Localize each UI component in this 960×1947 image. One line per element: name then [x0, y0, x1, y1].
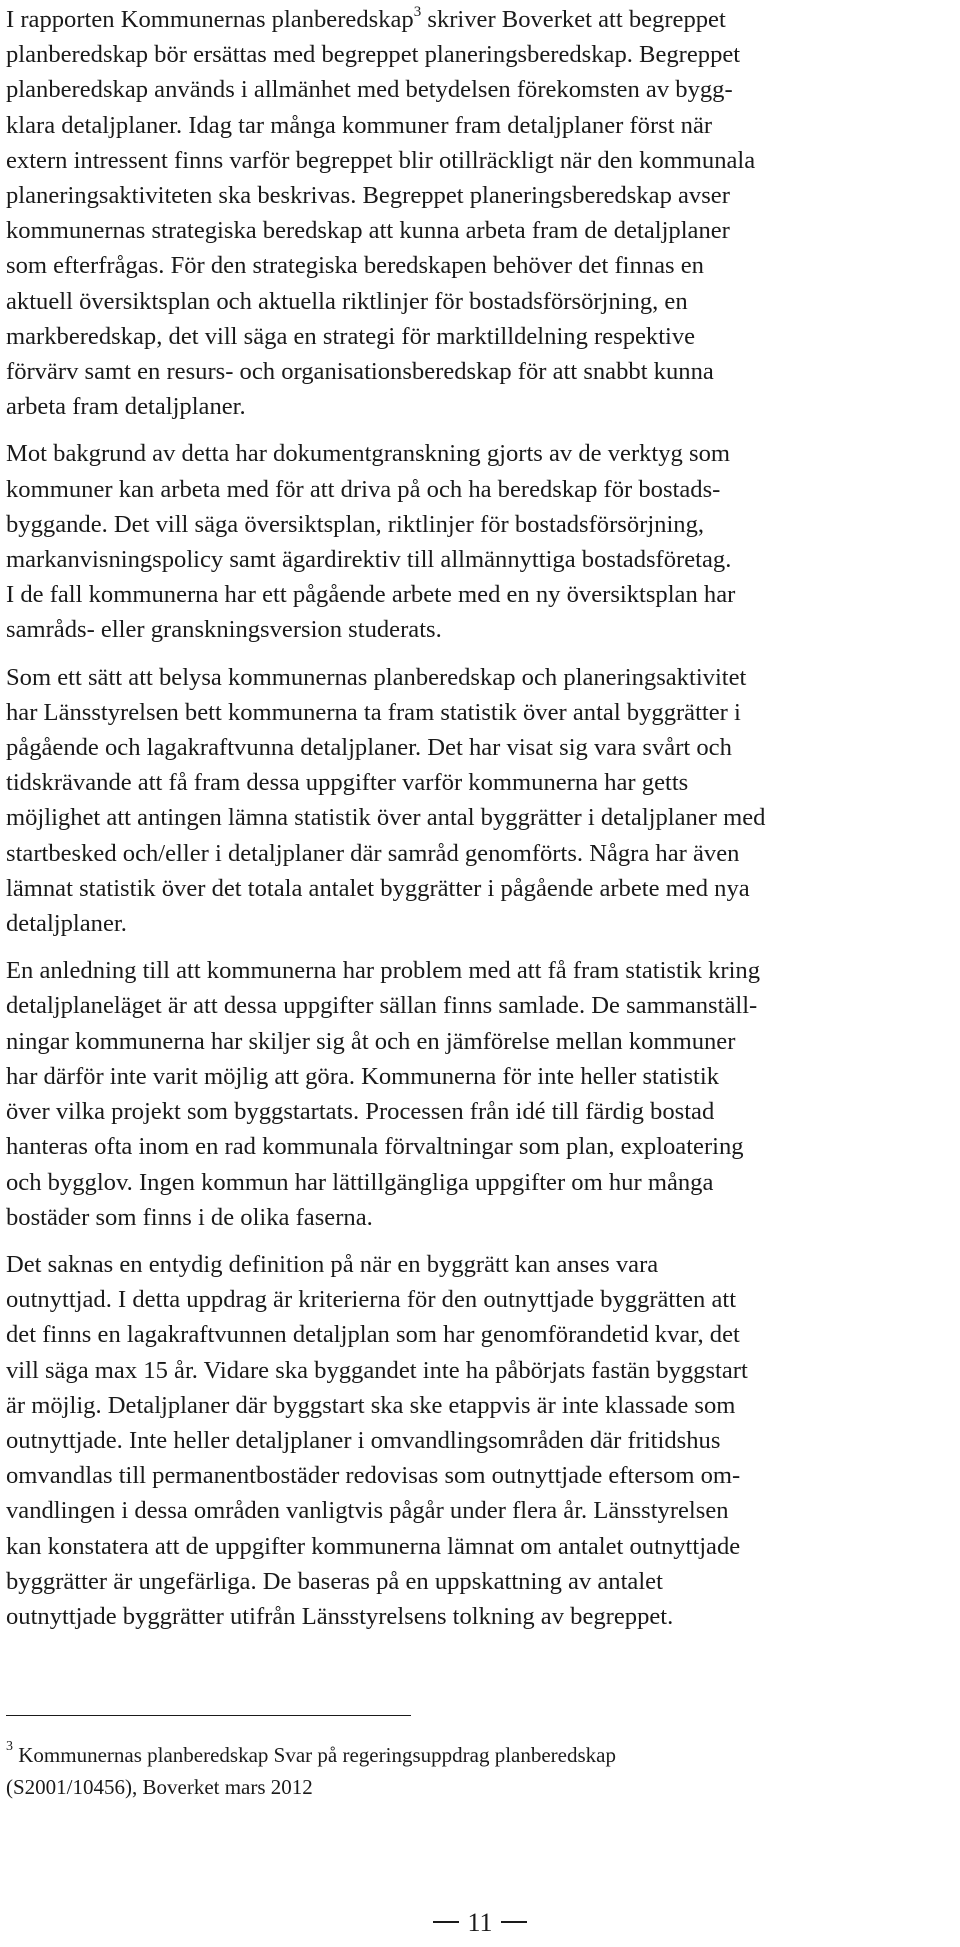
- text-line: har Länsstyrelsen bett kommunerna ta fram statistik över antal byggrätter i: [6, 698, 741, 726]
- text-line: tidskrävande att få fram dessa uppgifter varför kommunerna har getts: [6, 769, 689, 797]
- text-line: outnyttjade byggrätter utifrån Länsstyrelsens tolkning av begreppet.: [6, 1602, 674, 1630]
- text-line: över vilka projekt som byggstartats. Processen från idé till färdig bostad: [6, 1098, 715, 1126]
- text-line: byggande. Det vill säga översiktsplan, riktlinjer för bostadsförsörjning,: [6, 510, 705, 538]
- text-line: arbeta fram detaljplaner.: [6, 393, 246, 421]
- text-line: bostäder som finns i de olika faserna.: [6, 1203, 373, 1231]
- text-line: markberedskap, det vill säga en strategi för marktilldelning respektive: [6, 322, 696, 350]
- text-line: detaljplaner.: [6, 910, 127, 938]
- text-line: I de fall kommunerna har ett pågående arbete med en ny översiktsplan har: [6, 581, 736, 609]
- footnote-reference[interactable]: 3: [413, 3, 422, 20]
- paragraph-1: [6, 2, 936, 424]
- text-line: outnyttjade. Inte heller detaljplaner i omvandlingsområden där fritidshus: [6, 1426, 721, 1454]
- text-line: omvandlas till permanentbostäder redovisas som outnyttjade eftersom om-: [6, 1462, 741, 1490]
- page-number-value: 11: [467, 1908, 493, 1937]
- text-line: ningar kommunerna har skiljer sig åt och en jämförelse mellan kommuner: [6, 1027, 736, 1055]
- text-line: extern intressent finns varför begreppet blir otillräckligt när den kommunala: [6, 146, 756, 174]
- footnote-line: (S2001/10456), Boverket mars 2012: [6, 1775, 313, 1799]
- text-line: Det saknas en entydig definition på när en byggrätt kan anses vara: [6, 1250, 659, 1278]
- page-number-dash-right: [501, 1921, 527, 1923]
- page-number-dash-left: [433, 1921, 459, 1923]
- text-line: lämnat statistik över det totala antalet byggrätter i pågående arbete med nya: [6, 874, 750, 902]
- text-line: vill säga max 15 år. Vidare ska byggandet inte ha påbörjats fastän byggstart: [6, 1356, 748, 1384]
- text-line: En anledning till att kommunerna har problem med att få fram statistik kring: [6, 957, 761, 985]
- text-line: är möjlig. Detaljplaner där byggstart ska ske etappvis är inte klassade som: [6, 1391, 736, 1419]
- text-line: hanteras ofta inom en rad kommunala förvaltningar som plan, exploatering: [6, 1133, 744, 1161]
- text-line: markanvisningspolicy samt ägardirektiv till allmännyttiga bostadsföretag.: [6, 546, 732, 574]
- text-line: byggrätter är ungefärliga. De baseras på en uppskattning av antalet: [6, 1567, 663, 1595]
- text-line: detaljplaneläget är att dessa uppgifter sällan finns samlade. De sammanställ-: [6, 992, 758, 1020]
- text-line: klara detaljplaner. Idag tar många kommuner fram detaljplaner först när: [6, 111, 713, 139]
- text-line: Som ett sätt att belysa kommunernas planberedskap och planeringsaktivitet: [6, 663, 747, 691]
- text-line: samråds- eller granskningsversion studerats.: [6, 616, 442, 644]
- text-line: möjlighet att antingen lämna statistik över antal byggrätter i detaljplaner med: [6, 804, 766, 832]
- text-line: Mot bakgrund av detta har dokumentgranskning gjorts av de verktyg som: [6, 440, 731, 468]
- text-line: har därför inte varit möjlig att göra. Kommunerna för inte heller statistik: [6, 1062, 720, 1090]
- text-line: förvärv samt en resurs- och organisationsberedskap för att snabbt kunna: [6, 358, 714, 386]
- text-line: det finns en lagakraftvunnen detaljplan som har genomförandetid kvar, det: [6, 1321, 740, 1349]
- text-line: pågående och lagakraftvunna detaljplaner. Det har visat sig vara svårt och: [6, 734, 732, 762]
- text-line: som efterfrågas. För den strategiska beredskapen behöver det finnas en: [6, 252, 704, 280]
- paragraph-4: [6, 953, 936, 1235]
- paragraph-2: [6, 436, 936, 647]
- text-line: startbesked och/eller i detaljplaner där samråd genomförts. Några har även: [6, 839, 740, 867]
- page-number: [0, 1908, 960, 1938]
- text-line: aktuell översiktsplan och aktuella riktlinjer för bostadsförsörjning, en: [6, 287, 688, 315]
- text-line: kommunernas strategiska beredskap att kunna arbeta fram de detaljplaner: [6, 217, 730, 245]
- text-line: I rapporten Kommunernas planberedskap$^3$ skriver Boverket att begreppet: [6, 3, 726, 33]
- text-line: planberedskap bör ersättas med begreppet planeringsberedskap. Begreppet: [6, 41, 741, 69]
- text-line: planeringsaktiviteten ska beskrivas. Begreppet planeringsberedskap avser: [6, 182, 730, 210]
- footnote: [6, 1739, 936, 1803]
- footnote-number: 3: [6, 1739, 13, 1754]
- text-line: och bygglov. Ingen kommun har lättillgängliga uppgifter om hur många: [6, 1168, 714, 1196]
- text-line: vandlingen i dessa områden vanligtvis pågår under flera år. Länsstyrelsen: [6, 1497, 729, 1525]
- paragraph-5: [6, 1247, 936, 1634]
- paragraph-3: [6, 660, 936, 942]
- footnote-line: $^3$ Kommunernas planberedskap Svar på regeringsuppdrag planberedskap: [6, 1739, 616, 1767]
- text-line: kan konstatera att de uppgifter kommunerna lämnat om antalet outnyttjade: [6, 1532, 741, 1560]
- body-text: [6, 2, 936, 1634]
- footnote-divider: [6, 1715, 411, 1716]
- text-line: kommuner kan arbeta med för att driva på och ha beredskap för bostads-: [6, 475, 721, 503]
- text-line: outnyttjad. I detta uppdrag är kriterierna för den outnyttjade byggrätten att: [6, 1286, 737, 1314]
- text-line: planberedskap används i allmänhet med betydelsen förekomsten av bygg-: [6, 76, 733, 104]
